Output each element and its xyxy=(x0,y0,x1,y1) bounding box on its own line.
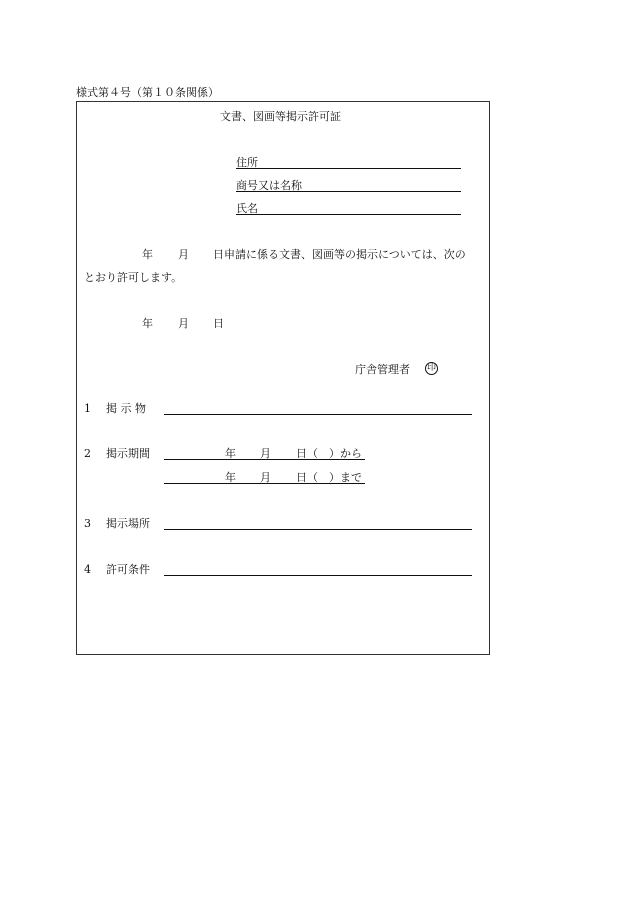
trade-name-label: 商号又は名称 xyxy=(236,179,302,192)
item1-label: 掲 示 物 xyxy=(106,402,146,415)
item4-label: 許可条件 xyxy=(106,563,150,576)
item3-number: 3 xyxy=(84,517,91,530)
item3-label: 掲示場所 xyxy=(106,517,150,530)
period-from-year: 年 xyxy=(225,447,236,460)
issue-month: 月 xyxy=(178,317,189,330)
address-label: 住所 xyxy=(236,156,258,169)
item2-number: 2 xyxy=(84,447,91,460)
item4-line[interactable] xyxy=(164,575,472,576)
period-to-year: 年 xyxy=(225,471,236,484)
issue-day: 日 xyxy=(213,317,224,330)
item3-line[interactable] xyxy=(164,529,472,530)
form-number: 様式第４号（第１０条関係） xyxy=(76,86,219,99)
item1-number: 1 xyxy=(84,402,91,415)
seal-mark: 印 xyxy=(426,363,436,373)
document-title: 文書、図画等掲示許可証 xyxy=(220,110,341,123)
item4-number: 4 xyxy=(84,563,91,576)
trade-name-line[interactable] xyxy=(236,191,461,192)
item1-line[interactable] xyxy=(164,414,472,415)
issue-year: 年 xyxy=(142,317,153,330)
period-from-day: 日（ ）から xyxy=(296,447,362,460)
application-year: 年 xyxy=(142,248,153,261)
period-to-month: 月 xyxy=(260,471,271,484)
application-day-text: 日申請に係る文書、図画等の掲示については、次の xyxy=(213,248,466,261)
application-month: 月 xyxy=(178,248,189,261)
address-line[interactable] xyxy=(236,168,461,169)
name-label: 氏名 xyxy=(236,202,258,215)
name-line[interactable] xyxy=(236,214,461,215)
period-to-day: 日（ ）まで xyxy=(296,471,362,484)
period-from-month: 月 xyxy=(260,447,271,460)
issuer-label: 庁舎管理者 xyxy=(355,363,410,376)
permission-text: とおり許可します。 xyxy=(84,271,183,284)
item2-label: 掲示期間 xyxy=(106,447,150,460)
